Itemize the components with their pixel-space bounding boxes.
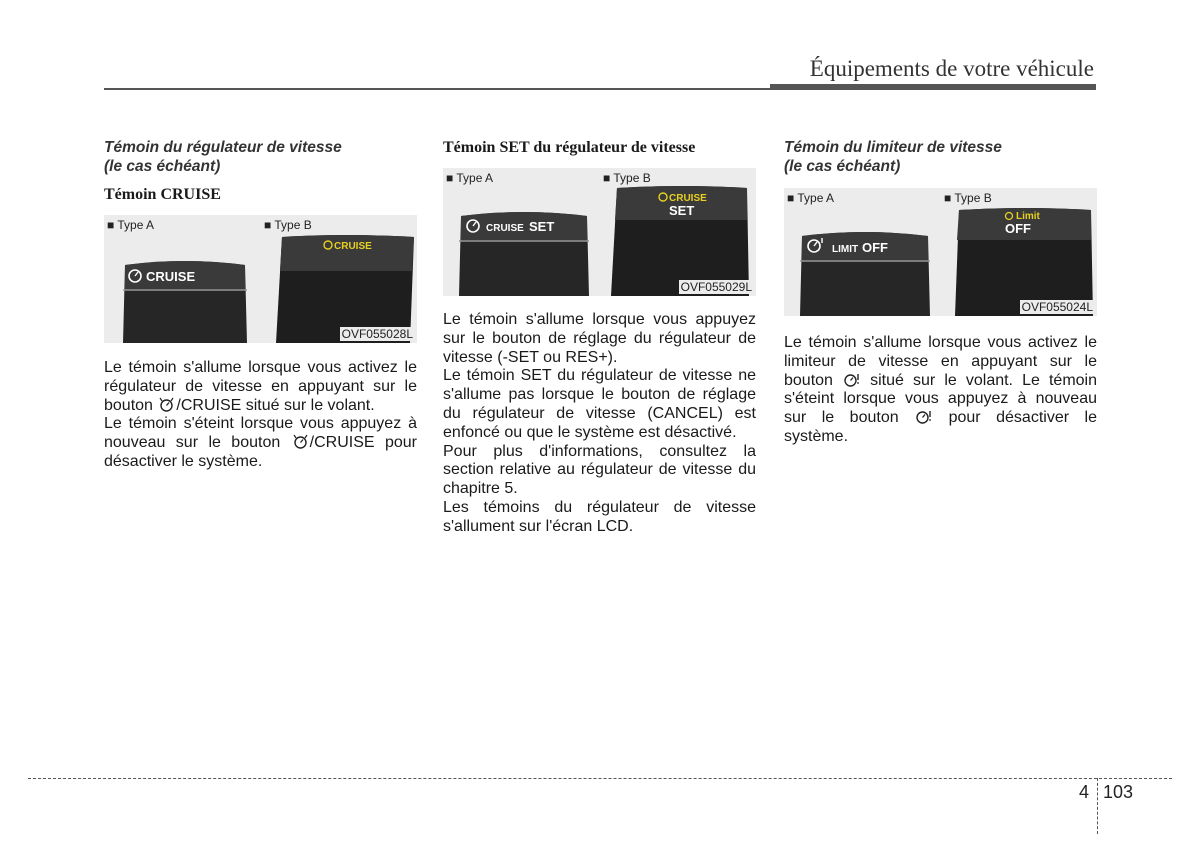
type-a-label: ■ Type A: [107, 218, 155, 232]
screen-text: CRUISE: [486, 223, 524, 234]
figure-panel-type-b: [941, 188, 1097, 316]
footer-rule: [28, 778, 1172, 779]
header-rule-accent: [770, 84, 1096, 90]
section-title-line: Témoin du régulateur de vitesse: [104, 139, 342, 156]
body-text: [784, 334, 1097, 447]
paragraph: Le témoin SET du régulateur de vitesse ne s'allume pas lorsque le bouton de réglage du régulateur de vitesse (CANCEL) est enfoncé ou que le système est désactivé.: [443, 367, 756, 441]
set-screen-a: [455, 210, 593, 296]
type-b-label: ■ Type B: [603, 171, 651, 185]
section-title: [784, 138, 1097, 176]
screen-text: Limit: [1016, 211, 1040, 222]
body-text: [443, 311, 756, 537]
speed-limiter-button-icon: [914, 409, 933, 424]
paragraph: [104, 359, 417, 415]
screen-text: CRUISE: [146, 269, 196, 284]
screen-text: LIMIT: [832, 244, 859, 255]
figure-limiter: [784, 188, 1097, 316]
paragraph: Les témoins du régulateur de vitesse s'allument sur l'écran LCD.: [443, 498, 756, 535]
figure-panel-type-b: [600, 168, 756, 296]
paragraph: Le témoin s'allume lorsque vous appuyez sur le bouton de réglage du régulateur de vitesse (-SET ou RES+).: [443, 311, 756, 366]
speed-limiter-button-icon: [842, 372, 861, 387]
screen-text: OFF: [862, 240, 888, 255]
page-header-title: Équipements de votre véhicule: [809, 56, 1094, 81]
cruise-button-icon: [157, 397, 176, 412]
type-b-label: ■ Type B: [944, 191, 992, 205]
type-a-label: ■ Type A: [787, 191, 835, 205]
text-run: pour désactiver le système.: [784, 409, 1098, 445]
section-title-line: (le cas échéant): [784, 158, 901, 175]
chapter-number: 4: [1079, 782, 1090, 802]
figure-code: OVF055028L: [341, 327, 413, 341]
text-run: situé sur le volant. Le témoin s'éteint lorsque vous appuyez à nouveau sur le bouton: [784, 371, 1097, 427]
section-title: Témoin SET du régulateur de vitesse: [443, 139, 696, 156]
figure-set: [443, 168, 756, 296]
body-text: [104, 359, 417, 472]
figure-panel-type-a: [443, 168, 598, 296]
column-cruise-indicator: [104, 138, 417, 472]
type-a-label: ■ Type A: [446, 171, 494, 185]
paragraph: [104, 415, 417, 471]
paragraph: [784, 334, 1097, 447]
screen-text: CRUISE: [669, 193, 707, 204]
section-title: [104, 138, 417, 176]
paragraph: Pour plus d'informations, consultez la section relative au régulateur de vitesse du chapitre 5.: [443, 442, 756, 498]
screen-text: CRUISE: [334, 241, 372, 252]
figure-code: OVF055024L: [1021, 300, 1093, 314]
figure-cruise: [104, 215, 417, 343]
screen-text: SET: [529, 219, 555, 234]
figure-panel-type-a: [784, 188, 939, 316]
figure-code: OVF055029L: [680, 280, 752, 294]
text-run: Le témoin s'allume lorsque vous activez le limiteur de vitesse en appuyant sur le bouton: [784, 334, 1097, 389]
text-run: /CRUISE pour désactiver le système.: [104, 434, 417, 470]
section-title-line: (le cas échéant): [104, 158, 221, 175]
section-title-line: Témoin du limiteur de vitesse: [784, 139, 1002, 156]
figure-panel-type-a: [104, 215, 259, 343]
limiter-screen-a: [796, 230, 934, 316]
type-b-label: ■ Type B: [264, 218, 312, 232]
text-run: Le témoin s'allume lorsque vous activez le régulateur de vitesse en appuyant sur le bouton: [104, 359, 417, 414]
page-number: 103: [1103, 782, 1134, 802]
column-set-indicator: [443, 138, 756, 537]
figure-panel-type-b: [261, 215, 417, 343]
footer-divider: [1097, 778, 1098, 834]
column-limiter-indicator: [784, 138, 1097, 447]
header-rule: [104, 88, 770, 90]
screen-text: OFF: [1005, 221, 1031, 236]
screen-text: SET: [669, 203, 695, 218]
text-run: /CRUISE situé sur le volant.: [176, 396, 375, 414]
cruise-button-icon: [291, 434, 310, 449]
subheading: Témoin CRUISE: [104, 186, 221, 203]
cruise-screen-a: [119, 259, 251, 343]
text-run: Le témoin s'éteint lorsque vous appuyez à nouveau sur le bouton: [104, 415, 417, 452]
